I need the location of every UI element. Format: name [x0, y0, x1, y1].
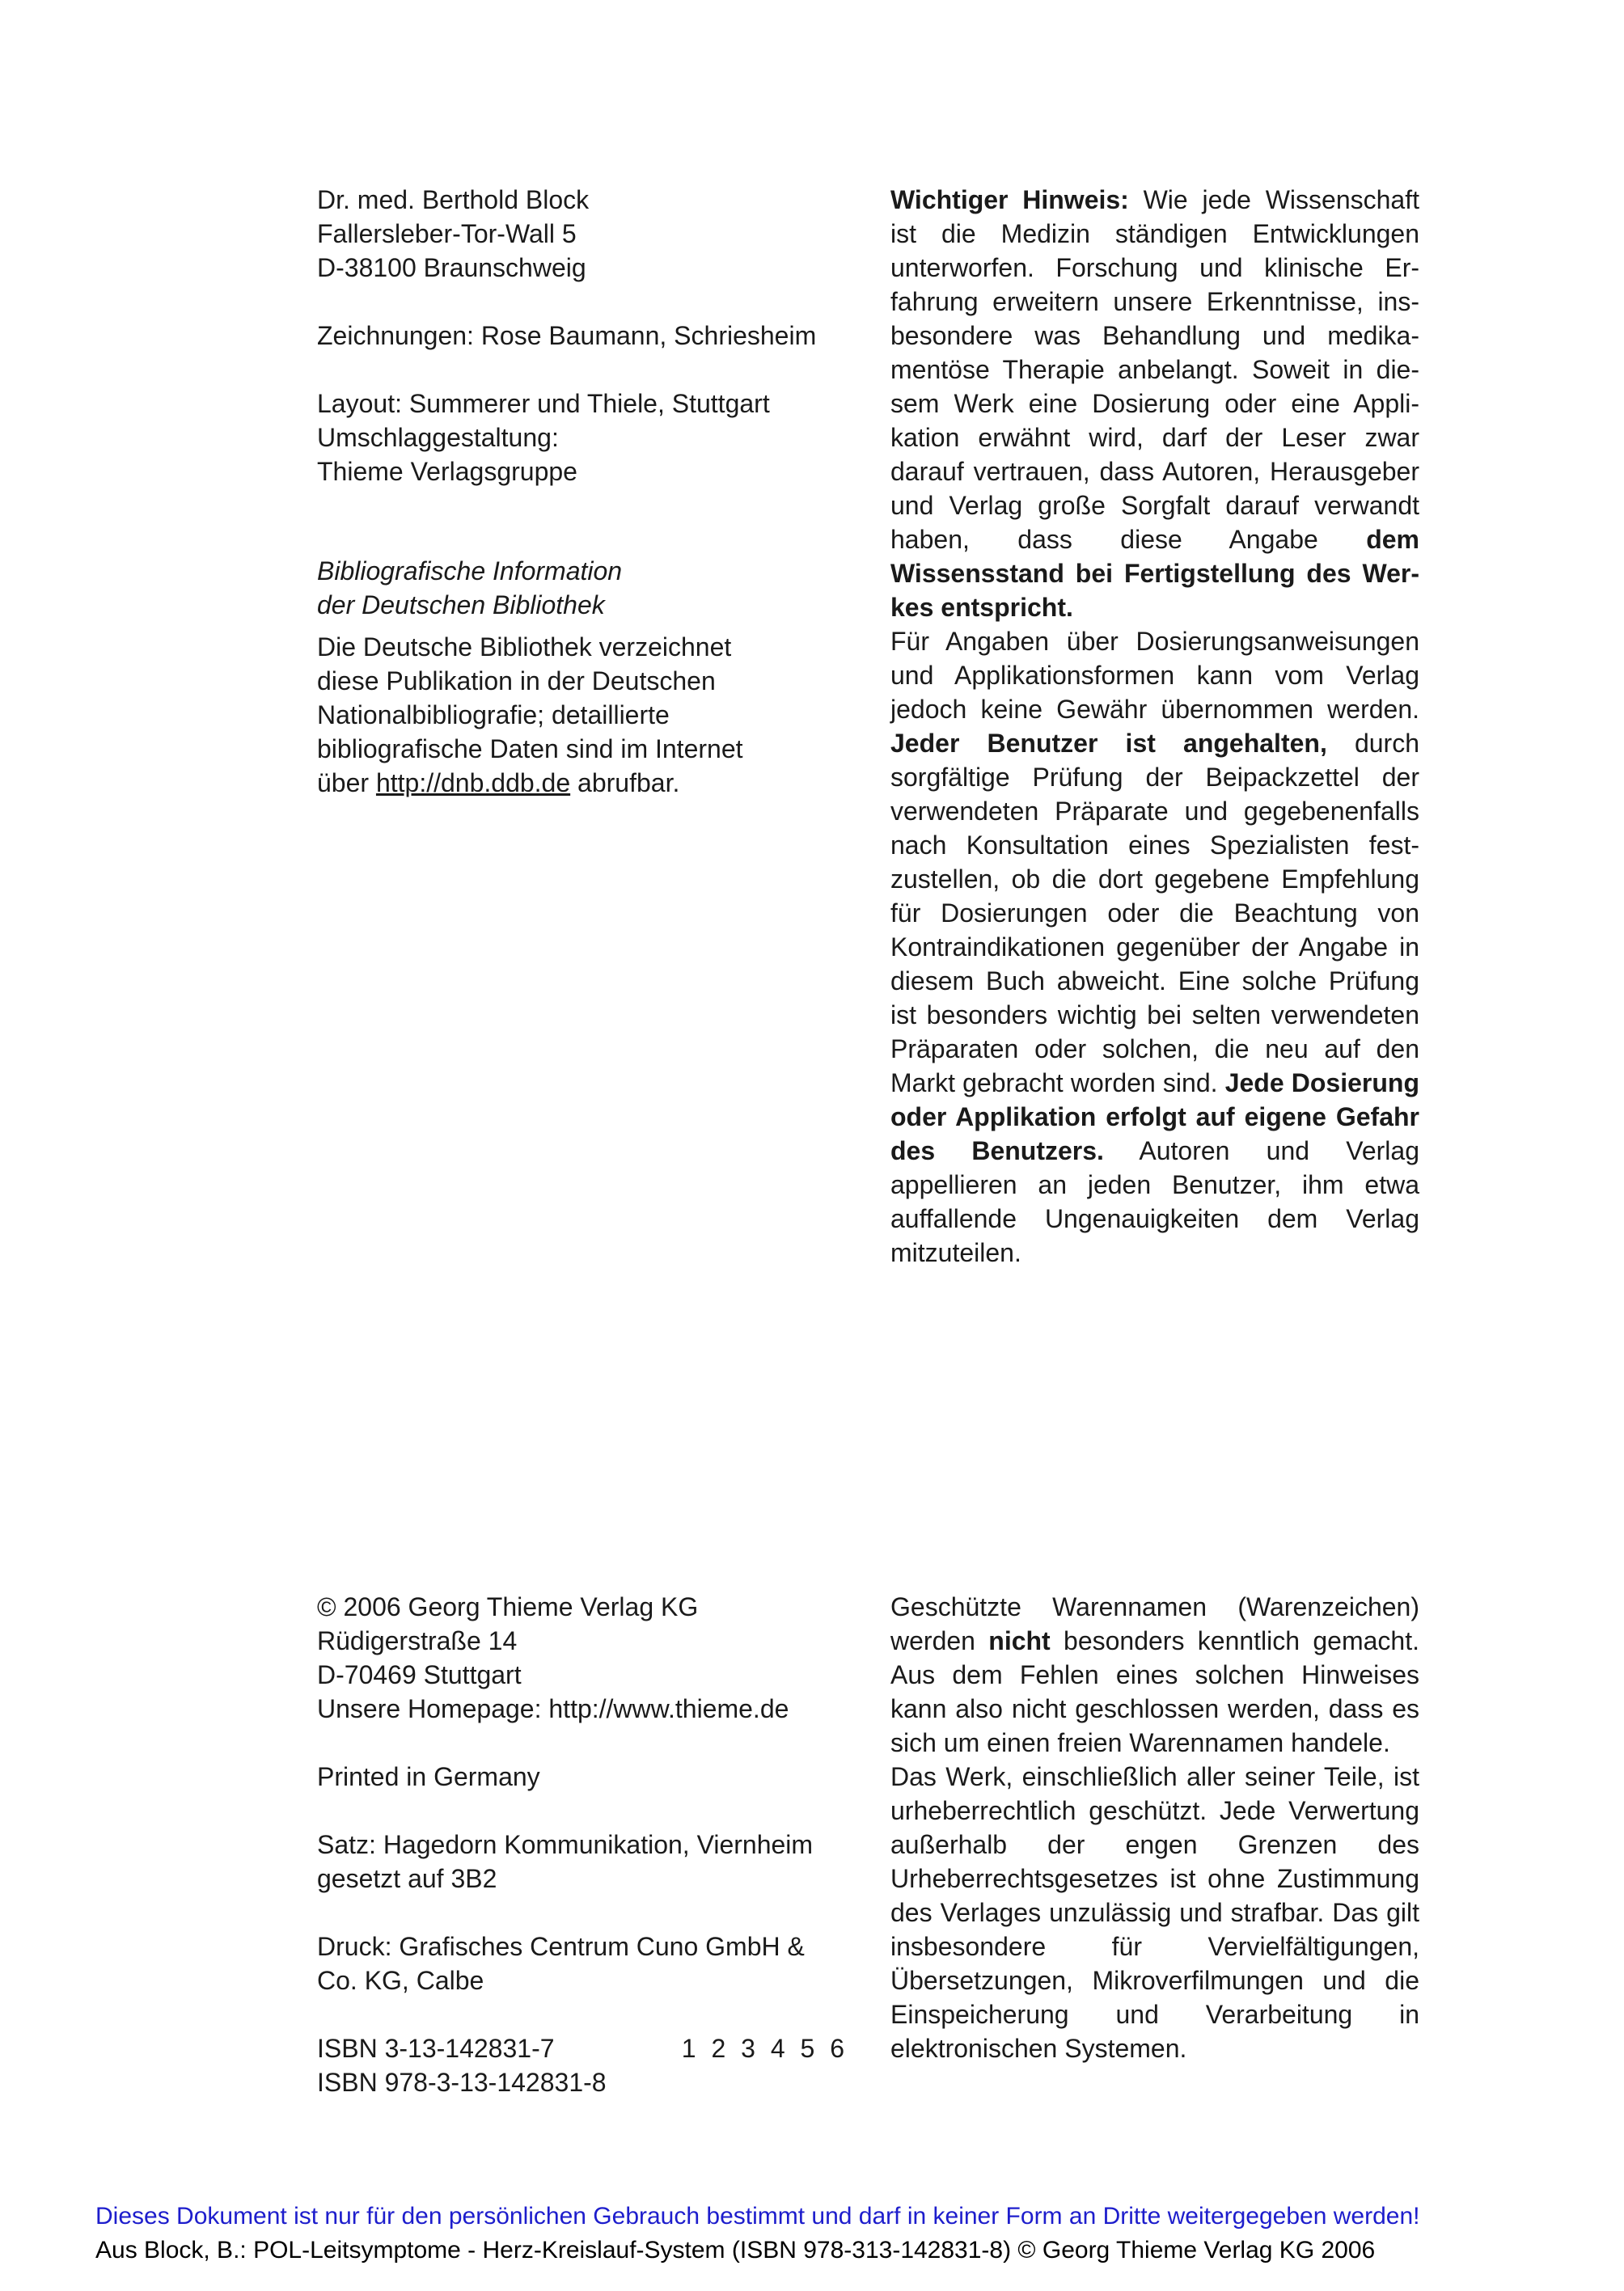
drawings-credit: Zeichnungen: Rose Baumann, Schriesheim: [317, 321, 817, 350]
publisher-block: [317, 1590, 851, 2099]
trademark-paragraph-1: [890, 1590, 1419, 1760]
author-city: D-38100 Braunschweig: [317, 253, 586, 282]
notice-emphasis: dem Wissensstand bei Fertigstellung des Werkes entspricht.: [890, 525, 1419, 622]
bibliography-heading: Bibliografische Information: [317, 556, 623, 585]
bibliography-block: [317, 554, 851, 800]
cover-design-value: Thieme Verlagsgruppe: [317, 457, 577, 486]
bibliography-last-line: [317, 766, 851, 800]
trademark-text: Geschützte Warennamen (Warenzeichen) werden: [890, 1592, 1419, 1655]
isbn-13: ISBN 978-3-13-142831-8: [317, 2068, 607, 2097]
layout-credit: Layout: Summerer und Thiele, Stuttgart: [317, 389, 770, 418]
trademark-notice: [890, 1590, 1419, 2065]
bibliography-line: Nationalbibliografie; detaillierte: [317, 700, 670, 729]
isbn-row: [317, 2031, 844, 2065]
publisher-street: Rüdigerstraße 14: [317, 1626, 518, 1655]
author-street: Fallersleber-Tor-Wall 5: [317, 219, 577, 248]
publisher-homepage: Unsere Homepage: http://www.thieme.de: [317, 1694, 789, 1723]
printed-in: Printed in Germany: [317, 1762, 540, 1791]
bibliography-prefix: über: [317, 768, 376, 797]
isbn-10: ISBN 3-13-142831-7: [317, 2034, 555, 2063]
print-credit: Druck: Grafisches Centrum Cuno GmbH &: [317, 1932, 805, 1961]
cover-design-label: Umschlaggestaltung:: [317, 423, 559, 452]
print-run-numbers: 1 2 3 4 5 6: [681, 2034, 844, 2063]
bibliography-heading-2: der Deutschen Bibliothek: [317, 590, 605, 619]
notice-paragraph-1: [890, 183, 1419, 624]
print-credit-2: Co. KG, Calbe: [317, 1966, 484, 1995]
author-name: Dr. med. Berthold Block: [317, 185, 590, 214]
typesetting-credit: Satz: Hagedorn Kommunikation, Viernheim: [317, 1830, 814, 1859]
bibliography-line: diese Publikation in der Deutschen: [317, 666, 716, 695]
copyright: © 2006 Georg Thieme Verlag KG: [317, 1592, 699, 1621]
notice-label: Wichtiger Hinweis:: [890, 185, 1129, 214]
notice-text: Für Angaben über Dosierungsanweisungen und Applikationsformen kann vom Verlag jedoch keine Gewähr übernommen werden.: [890, 627, 1419, 724]
author-address-block: [317, 183, 851, 488]
bibliography-suffix: abrufbar.: [570, 768, 680, 797]
dnb-link[interactable]: http://dnb.ddb.de: [375, 768, 571, 797]
publisher-city: D-70469 Stuttgart: [317, 1660, 522, 1689]
notice-text: Wie jede Wissenschaft ist die Medizin ständigen Entwicklungen unterworfen. Forschung und klinische Erfahrung erweitern unsere Erkenntnisse, insbesondere was Behandlung und medikamentöse Therapie anbelangt. Soweit in diesem Werk eine Dosierung oder eine Applikation erwähnt wird, darf der Leser zwar darauf vertrauen, dass Autoren, Herausgeber und Verlag große Sorgfalt darauf verwandt haben, dass diese Angabe: [890, 185, 1420, 554]
notice-emphasis: Jeder Benutzer ist angehalten,: [890, 729, 1327, 758]
notice-paragraph-2: [890, 624, 1419, 1270]
personal-use-notice: Dieses Dokument ist nur für den persönlichen Gebrauch bestimmt und darf in keiner Form an Dritte weitergegeben werden!: [95, 2203, 1420, 2230]
copyright-paragraph: Das Werk, einschließlich aller seiner Teile, ist urheberrechtlich geschützt. Jede Verwertung außerhalb der engen Grenzen des Urheberrechtsgesetzes ist ohne Zustimmung des Verlages unzulässig und strafbar. Das gilt insbesondere für Vervielfältigungen, Übersetzungen, Mikroverfilmungen und die Einspeicherung und Verarbeitung in elektronischen Systemen.: [890, 1762, 1419, 2063]
trademark-text: besonders kenntlich gemacht. Aus dem Fehlen eines solchen Hinweises kann also nicht geschlossen werden, dass es sich um einen freien Warennamen handele.: [890, 1626, 1419, 1757]
notice-text: Autoren und Verlag appellieren an jeden Benutzer, ihm etwa auffallende Ungenauigkeiten dem Verlag mitzuteilen.: [890, 1136, 1420, 1267]
source-citation: Aus Block, B.: POL-Leitsymptome - Herz-Kreislauf-System (ISBN 978-313-142831-8) © Georg Thieme Verlag KG 2006: [95, 2237, 1376, 2264]
typesetting-system: gesetzt auf 3B2: [317, 1864, 497, 1893]
bibliography-line: Die Deutsche Bibliothek verzeichnet: [317, 632, 732, 662]
notice-emphasis: Jede Dosierung oder Applikation erfolgt auf eigene Gefahr des Benutzers.: [890, 1068, 1420, 1165]
trademark-emphasis: nicht: [988, 1626, 1051, 1655]
notice-text: durch sorgfältige Prüfung der Beipackzettel der verwendeten Präparate und gegebenenfalls nach Konsultation eines Spezialisten festzustellen, ob die dort gegebene Empfehlung für Dosierungen oder die Beachtung von Kontraindikationen gegenüber der Angabe in diesem Buch abweicht. Eine solche Prüfung ist besonders wichtig bei selten verwendeten Präparaten oder solchen, die neu auf den Markt gebracht worden sind.: [890, 729, 1419, 1097]
bibliography-line: bibliografische Daten sind im Internet: [317, 734, 743, 763]
important-notice: [890, 183, 1419, 1270]
